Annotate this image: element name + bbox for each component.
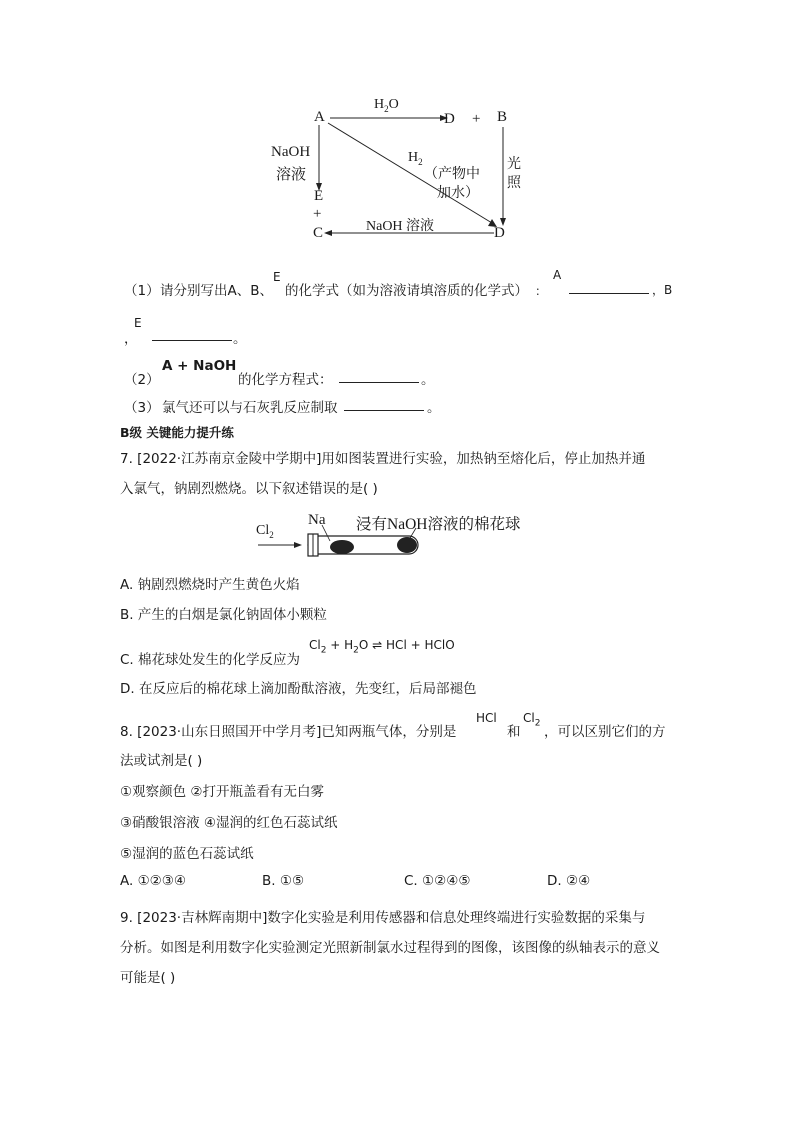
node-c: C bbox=[313, 225, 324, 241]
h2-note-2: 加水） bbox=[437, 186, 479, 201]
plus-left: + bbox=[313, 206, 322, 222]
q9-line1: 9. [2023·吉林辉南期中]数字化实验是利用传感器和信息处理终端进行实验数据的采集与 bbox=[120, 910, 646, 926]
q2-end: 。 bbox=[421, 372, 435, 388]
plus-top: + bbox=[472, 111, 481, 127]
q8-item-1: ①观察颜色 ②打开瓶盖看有无白雾 bbox=[120, 784, 324, 800]
node-d-top: D bbox=[444, 111, 455, 127]
q8-hcl: HCl bbox=[476, 711, 497, 725]
q1-e2-sup: E bbox=[134, 316, 142, 330]
q1-comma: ， bbox=[124, 331, 138, 347]
q9-line3: 可能是( ) bbox=[120, 970, 176, 986]
q8-line1a: 8. [2023·山东日照国开中学月考]已知两瓶气体，分别是 bbox=[120, 724, 457, 740]
fig-cl2-label: $Cl_2$ bbox=[256, 523, 274, 540]
naoh-left-1: NaOH bbox=[271, 144, 311, 160]
q1-text2: 的化学式（如为溶液请填溶质的化学式） bbox=[285, 283, 528, 299]
q8-option-d[interactable]: D. ②④ bbox=[547, 873, 591, 889]
q1-blank-a[interactable] bbox=[569, 279, 649, 294]
fig-tube-drawing bbox=[258, 525, 428, 565]
q9-line2: 分析。如图是利用数字化实验测定光照新制氯水过程得到的图像，该图像的纵轴表示的意义 bbox=[120, 940, 660, 956]
h2-note-1: （产物中 bbox=[424, 167, 480, 182]
q1-comma-b: ，B bbox=[652, 283, 673, 297]
q1-end: 。 bbox=[233, 331, 247, 347]
node-d-bottom: D bbox=[494, 225, 505, 241]
q3-num: （3） bbox=[124, 400, 160, 416]
q8-cl2: $Cl_2$ bbox=[523, 711, 541, 729]
q8-line1b: ，可以区别它们的方 bbox=[544, 724, 666, 740]
q3-blank[interactable] bbox=[344, 396, 424, 411]
q8-option-a[interactable]: A. ①②③④ bbox=[120, 873, 186, 889]
q7-option-c[interactable]: C. 棉花球处发生的化学反应为 bbox=[120, 652, 301, 668]
q3-text: 氯气还可以与石灰乳反应制取 bbox=[162, 400, 338, 416]
q8-and: 和 bbox=[507, 724, 521, 740]
h2o-label: $H_2O$ bbox=[374, 97, 399, 114]
q8-line2: 法或试剂是( ) bbox=[120, 753, 203, 769]
q1-text: 请分别写出A、B、 bbox=[160, 283, 273, 299]
q7-option-b[interactable]: B. 产生的白烟是氯化钠固体小颗粒 bbox=[120, 607, 327, 623]
q8-item-2: ③硝酸银溶液 ④湿润的红色石蕊试纸 bbox=[120, 815, 338, 831]
node-b: B bbox=[497, 109, 508, 125]
q8-option-b[interactable]: B. ①⑤ bbox=[262, 873, 305, 889]
light-1: 光 bbox=[507, 157, 521, 172]
q1-e-sup: E bbox=[273, 270, 281, 284]
naoh-bottom: NaOH 溶液 bbox=[366, 219, 435, 234]
fig-cotton-label: 浸有NaOH溶液的棉花球 bbox=[356, 516, 521, 533]
q7-line2: 入氯气，钠剧烈燃烧。以下叙述错误的是( ) bbox=[120, 481, 378, 497]
naoh-left-2: 溶液 bbox=[276, 167, 307, 183]
q2-formula: A + NaOH bbox=[162, 358, 237, 374]
q7-option-d[interactable]: D. 在反应后的棉花球上滴加酚酞溶液，先变红，后局部褪色 bbox=[120, 681, 477, 697]
section-b-heading: B级 关键能力提升练 bbox=[120, 425, 234, 440]
q2-num: （2） bbox=[124, 372, 160, 388]
q8-option-c[interactable]: C. ①②④⑤ bbox=[404, 873, 471, 889]
node-a: A bbox=[314, 109, 325, 125]
q2-blank[interactable] bbox=[339, 368, 419, 383]
q7-line1: 7. [2022·江苏南京金陵中学期中]用如图装置进行实验，加热钠至熔化后，停止加热并通 bbox=[120, 451, 646, 467]
light-2: 照 bbox=[507, 176, 521, 191]
q8-item-3: ⑤湿润的蓝色石蕊试纸 bbox=[120, 846, 254, 862]
q1-blank-e[interactable] bbox=[152, 326, 232, 341]
q1-a-sup: A bbox=[553, 268, 562, 282]
fig-na-label: Na bbox=[308, 512, 326, 528]
q7-option-a[interactable]: A. 钠剧烈燃烧时产生黄色火焰 bbox=[120, 577, 300, 593]
q2-text: 的化学方程式： bbox=[238, 372, 333, 388]
q3-end: 。 bbox=[427, 400, 441, 416]
q1-num: （1） bbox=[124, 283, 160, 299]
q7-option-c-equation: $Cl_2 + H_2O$ ⇌ HCl + HClO bbox=[309, 638, 455, 656]
q1-colon: ： bbox=[535, 284, 548, 298]
h2-label: $H_2$ bbox=[408, 150, 423, 167]
node-e: E bbox=[314, 188, 324, 204]
